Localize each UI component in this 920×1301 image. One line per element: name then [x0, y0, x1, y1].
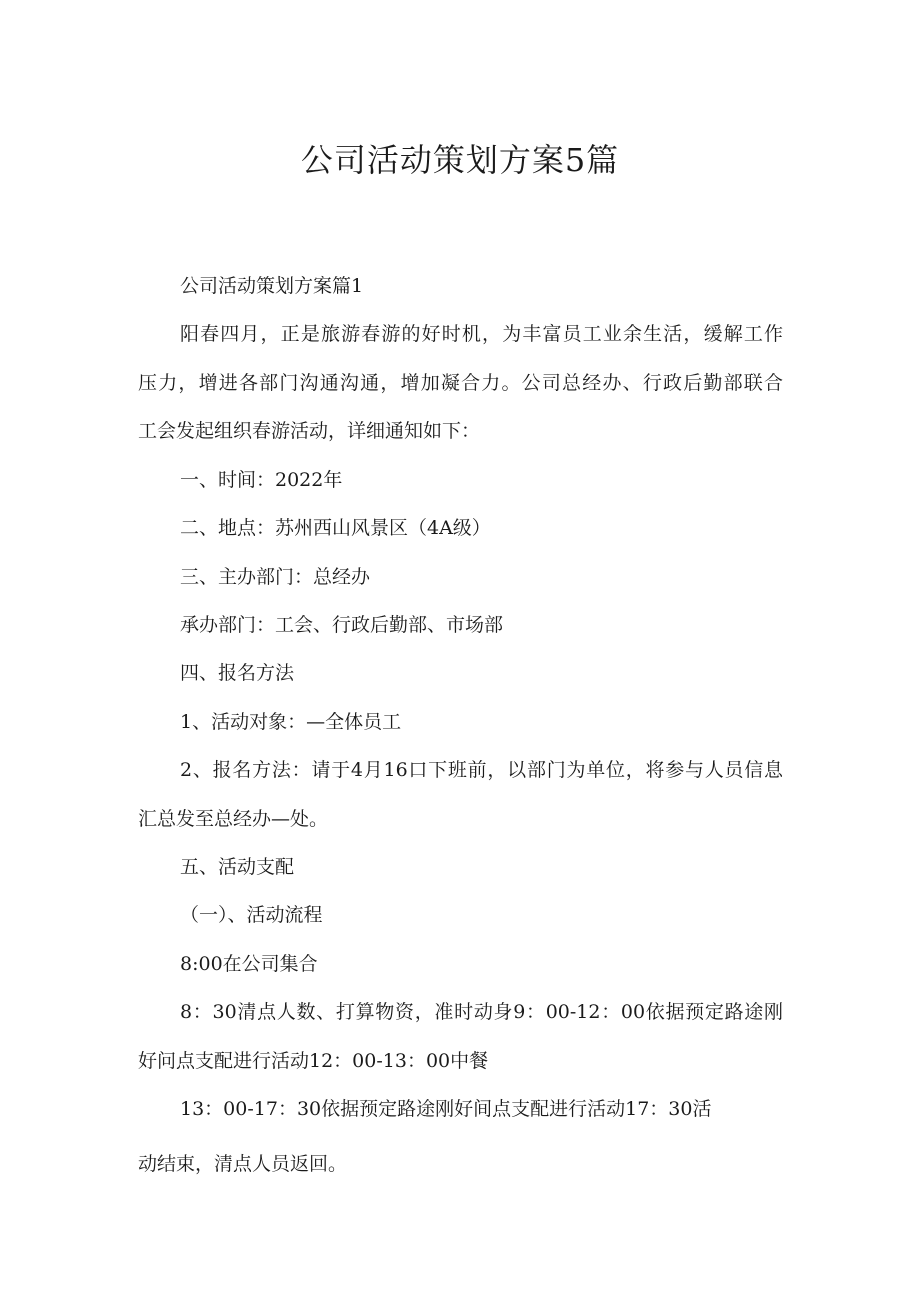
schedule-line: 8:00在公司集合	[180, 953, 318, 975]
list-item-host: 三、主办部门：总经办	[180, 566, 371, 588]
list-item-arrangement-heading: 五、活动支配	[180, 856, 295, 878]
list-item-organizer: 承办部门：工会、行政后勤部、市场部	[180, 614, 504, 636]
schedule-line: 13：00-17：30依据预定路途刚好间点支配进行活动17：30活	[180, 1098, 712, 1120]
schedule-line: 好问点支配进行活动12：00-13：00中餐	[138, 1050, 489, 1072]
document-title: 公司活动策划方案5篇	[300, 141, 620, 179]
list-item-process-heading: （一）、活动流程	[180, 904, 323, 926]
paragraph-line: 汇总发至总经办—处。	[138, 808, 329, 830]
list-item-location: 二、地点：苏州西山风景区（4A级）	[180, 517, 491, 539]
paragraph-line: 压力，增进各部门沟通沟通，增加凝合力。公司总经办、行政后勤部联合	[138, 372, 783, 394]
schedule-line: 动结束，清点人员返回。	[138, 1153, 348, 1175]
list-item-signup-method: 2、报名方法：请于4月16口下班前，以部门为单位，将参与人员信息	[180, 759, 783, 781]
section-heading: 公司活动策划方案篇1	[180, 275, 364, 297]
paragraph-line: 阳春四月，正是旅游春游的好时机，为丰富员工业余生活，缓解工作	[180, 323, 783, 345]
list-item-participants: 1、活动对象：—全体员工	[180, 711, 402, 733]
list-item-signup-heading: 四、报名方法	[180, 662, 295, 684]
schedule-line: 8：30清点人数、打算物资，准时动身9：00-12：00依据预定路途刚	[180, 1001, 783, 1023]
paragraph-line: 工会发起组织春游活动，详细通知如下：	[138, 420, 481, 442]
list-item-time: 一、时间：2022年	[180, 469, 343, 491]
